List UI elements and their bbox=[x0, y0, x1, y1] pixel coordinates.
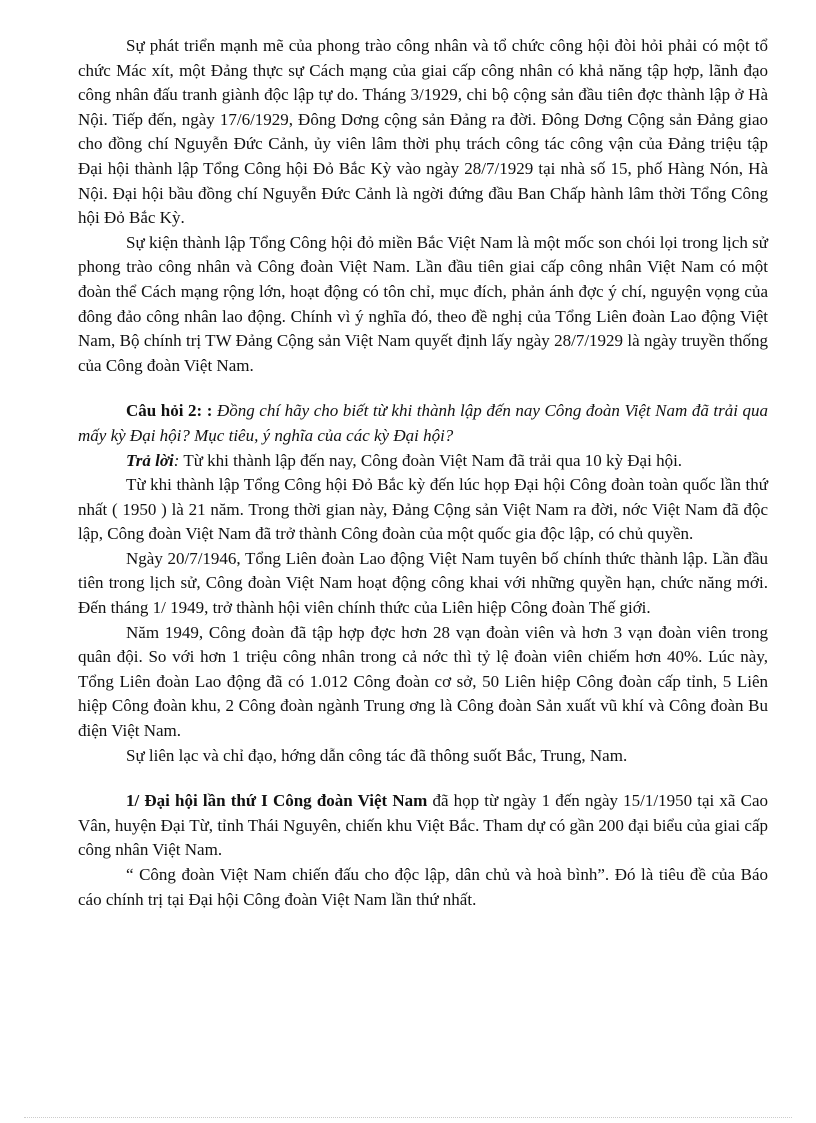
document-body bbox=[78, 34, 768, 912]
answer-text: Từ khi thành lập đến nay, Công đoàn Việt Nam đã trải qua 10 kỳ Đại hội. bbox=[179, 450, 683, 470]
first-congress-heading: 1/ Đại hội lần thứ I Công đoàn Việt Nam bbox=[126, 791, 428, 811]
question-text: Đồng chí hãy cho biết từ khi thành lập đến nay Công đoàn Việt Nam đã trải qua mấy kỳ Đại hội? Mục tiêu, ý nghĩa của các kỳ Đại hội? bbox=[78, 401, 769, 445]
paragraph-first-congress bbox=[78, 789, 768, 863]
first-congress-text: đã họp từ ngày 1 đến ngày 15/1/1950 tại xã Cao Vân, huyện Đại Từ, tỉnh Thái Nguyên, chiến khu Việt Bắc. Tham dự có gần 200 đại biểu của giai cấp công nhân Việt Nam. bbox=[78, 791, 768, 860]
answer bbox=[78, 449, 768, 474]
question-label: Câu hỏi 2: : bbox=[126, 401, 213, 421]
paragraph-1946-founding: Ngày 20/7/1946, Tổng Liên đoàn Lao động Việt Nam tuyên bố chính thức thành lập. Lần đầu tiên trong lịch sử, Công đoàn Việt Nam hoạt động công khai với những quyền hạn, chức năng mới. Đến tháng 1/ 1949, trở thành hội viên chính thức của Liên hiệp Công đoàn Thế giới. bbox=[78, 548, 768, 618]
paragraph-first-congress-motto: “ Công đoàn Việt Nam chiến đấu cho độc lập, dân chủ và hoà bình”. Đó là tiêu đề của Báo cáo chính trị tại Đại hội Công đoàn Việt Nam lần thứ nhất. bbox=[78, 865, 768, 909]
paragraph-founding-significance: Sự kiện thành lập Tổng Công hội đỏ miền Bắc Việt Nam là một mốc son chói lọi trong lịch sử phong trào công nhân và Công đoàn Việt Nam. Lần đầu tiên giai cấp công nhân Việt Nam có một đoàn thể Cách mạng rộng lớn, hoạt động có tôn chỉ, mục đích, phản ánh đợc ý chí, nguyện vọng của đông đảo công nhân lao động. Chính vì ý nghĩa đó, theo đề nghị của Tổng Liên đoàn Lao động Việt Nam, Bộ chính trị TW Đảng Cộng sản Việt Nam quyết định lấy ngày 28/7/1929 là ngày truyền thống của Công đoàn Việt Nam. bbox=[78, 232, 768, 375]
paragraph-founding-party: Sự phát triển mạnh mẽ của phong trào công nhân và tổ chức công hội đòi hỏi phải có một tổ chức Mác xít, một Đảng thực sự Cách mạng của giai cấp công nhân có khả năng tập hợp, lãnh đạo công nhân đấu tranh giành độc lập tự do. Tháng 3/1929, chi bộ cộng sản đầu tiên đợc thành lập ở Hà Nội. Tiếp đến, ngày 17/6/1929, Đông Dơng cộng sản Đảng ra đời. Đông Dơng Cộng sản Đảng giao cho đồng chí Nguyễn Đức Cảnh, ủy viên lâm thời phụ trách công tác công vận của Đảng triệu tập Đại hội thành lập Tổng Công hội Đỏ Bắc Kỳ vào ngày 28/7/1929 tại nhà số 15, phố Hàng Nón, Hà Nội. Đại hội bầu đồng chí Nguyễn Đức Cảnh là ngời đứng đầu Ban Chấp hành lâm thời Tổng Công hội Đỏ Bắc Kỳ. bbox=[78, 36, 768, 228]
paragraph-period-before-1950: Từ khi thành lập Tổng Công hội Đỏ Bắc kỳ đến lúc họp Đại hội Công đoàn toàn quốc lần thứ nhất ( 1950 ) là 21 năm. Trong thời gian này, Đảng Cộng sản Việt Nam ra đời, nớc Việt Nam đã độc lập, Công đoàn Việt Nam đã trở thành Công đoàn của một quốc gia độc lập, có chủ quyền. bbox=[78, 475, 768, 544]
spacer bbox=[78, 378, 768, 399]
paragraph-communication: Sự liên lạc và chỉ đạo, hớng dẫn công tác đã thông suốt Bắc, Trung, Nam. bbox=[126, 745, 628, 765]
answer-label: Trả lời bbox=[126, 450, 174, 470]
spacer bbox=[78, 768, 768, 789]
answer-colon: : bbox=[173, 450, 180, 470]
paragraph-1949-membership: Năm 1949, Công đoàn đã tập hợp đợc hơn 28 vạn đoàn viên và hơn 3 vạn đoàn viên trong quân đội. So với hơn 1 triệu công nhân trong cả nớc thì tỷ lệ đoàn viên chiếm hơn 40%. Lúc này, Tổng Liên đoàn Lao động đã có 1.012 Công đoàn cơ sở, 50 Liên hiệp Công đoàn cấp tỉnh, 5 Liên hiệp Công đoàn khu, 2 Công đoàn ngành Trung ơng là Công đoàn Sản xuất vũ khí và Công đoàn Bu điện Việt Nam. bbox=[78, 622, 768, 741]
question-2 bbox=[78, 399, 768, 448]
page-bottom-divider bbox=[24, 1117, 792, 1118]
